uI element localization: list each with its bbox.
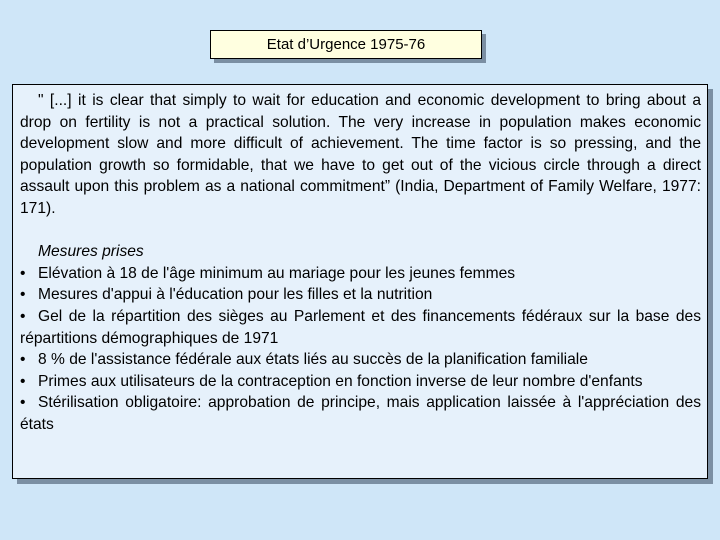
- list-item: [20, 263, 701, 285]
- measure-text: Gel de la répartition des sièges au Parlement et des financements fédéraux sur la base des répartitions démographiques de 1971: [20, 307, 701, 347]
- bullet-icon: •: [20, 264, 26, 282]
- measure-text: 8 % de l'assistance fédérale aux états liés au succès de la planification familiale: [38, 351, 588, 369]
- measures-list: [20, 263, 701, 436]
- content-box: [12, 84, 708, 479]
- list-item: [20, 392, 701, 435]
- list-item: [20, 284, 701, 306]
- measures-heading: Mesures prises: [38, 243, 144, 261]
- measure-text: Primes aux utilisateurs de la contraception en fonction inverse de leur nombre d'enfants: [38, 372, 643, 390]
- bullet-icon: •: [20, 394, 26, 412]
- slide-title: Etat d’Urgence 1975-76: [266, 36, 426, 53]
- quote-paragraph: " [...] it is clear that simply to wait for education and economic development to bring about a drop on fertility is not a practical solution. The very increase in population makes economic development slow and more difficult of achievement. The time factor is so pressing, and the population growth so formidable, that we have to get out of the vicious circle through a direct assault upon this problem as a national commitment” (India, Department of Family Welfare, 1977: 171).: [20, 92, 701, 217]
- measure-text: Mesures d'appui à l'éducation pour les filles et la nutrition: [38, 286, 433, 304]
- list-item: [20, 306, 701, 349]
- bullet-icon: •: [20, 307, 26, 325]
- bullet-icon: •: [20, 351, 26, 369]
- paragraph-spacer: [20, 220, 701, 242]
- bullet-icon: •: [20, 286, 26, 304]
- measure-text: Elévation à 18 de l'âge minimum au mariage pour les jeunes femmes: [38, 264, 516, 282]
- measure-text: Stérilisation obligatoire: approbation de principe, mais application laissée à l'appréciation des états: [20, 394, 701, 433]
- list-item: [20, 371, 701, 393]
- bullet-icon: •: [20, 372, 26, 390]
- slide-title-box: [210, 30, 482, 59]
- list-item: [20, 349, 701, 371]
